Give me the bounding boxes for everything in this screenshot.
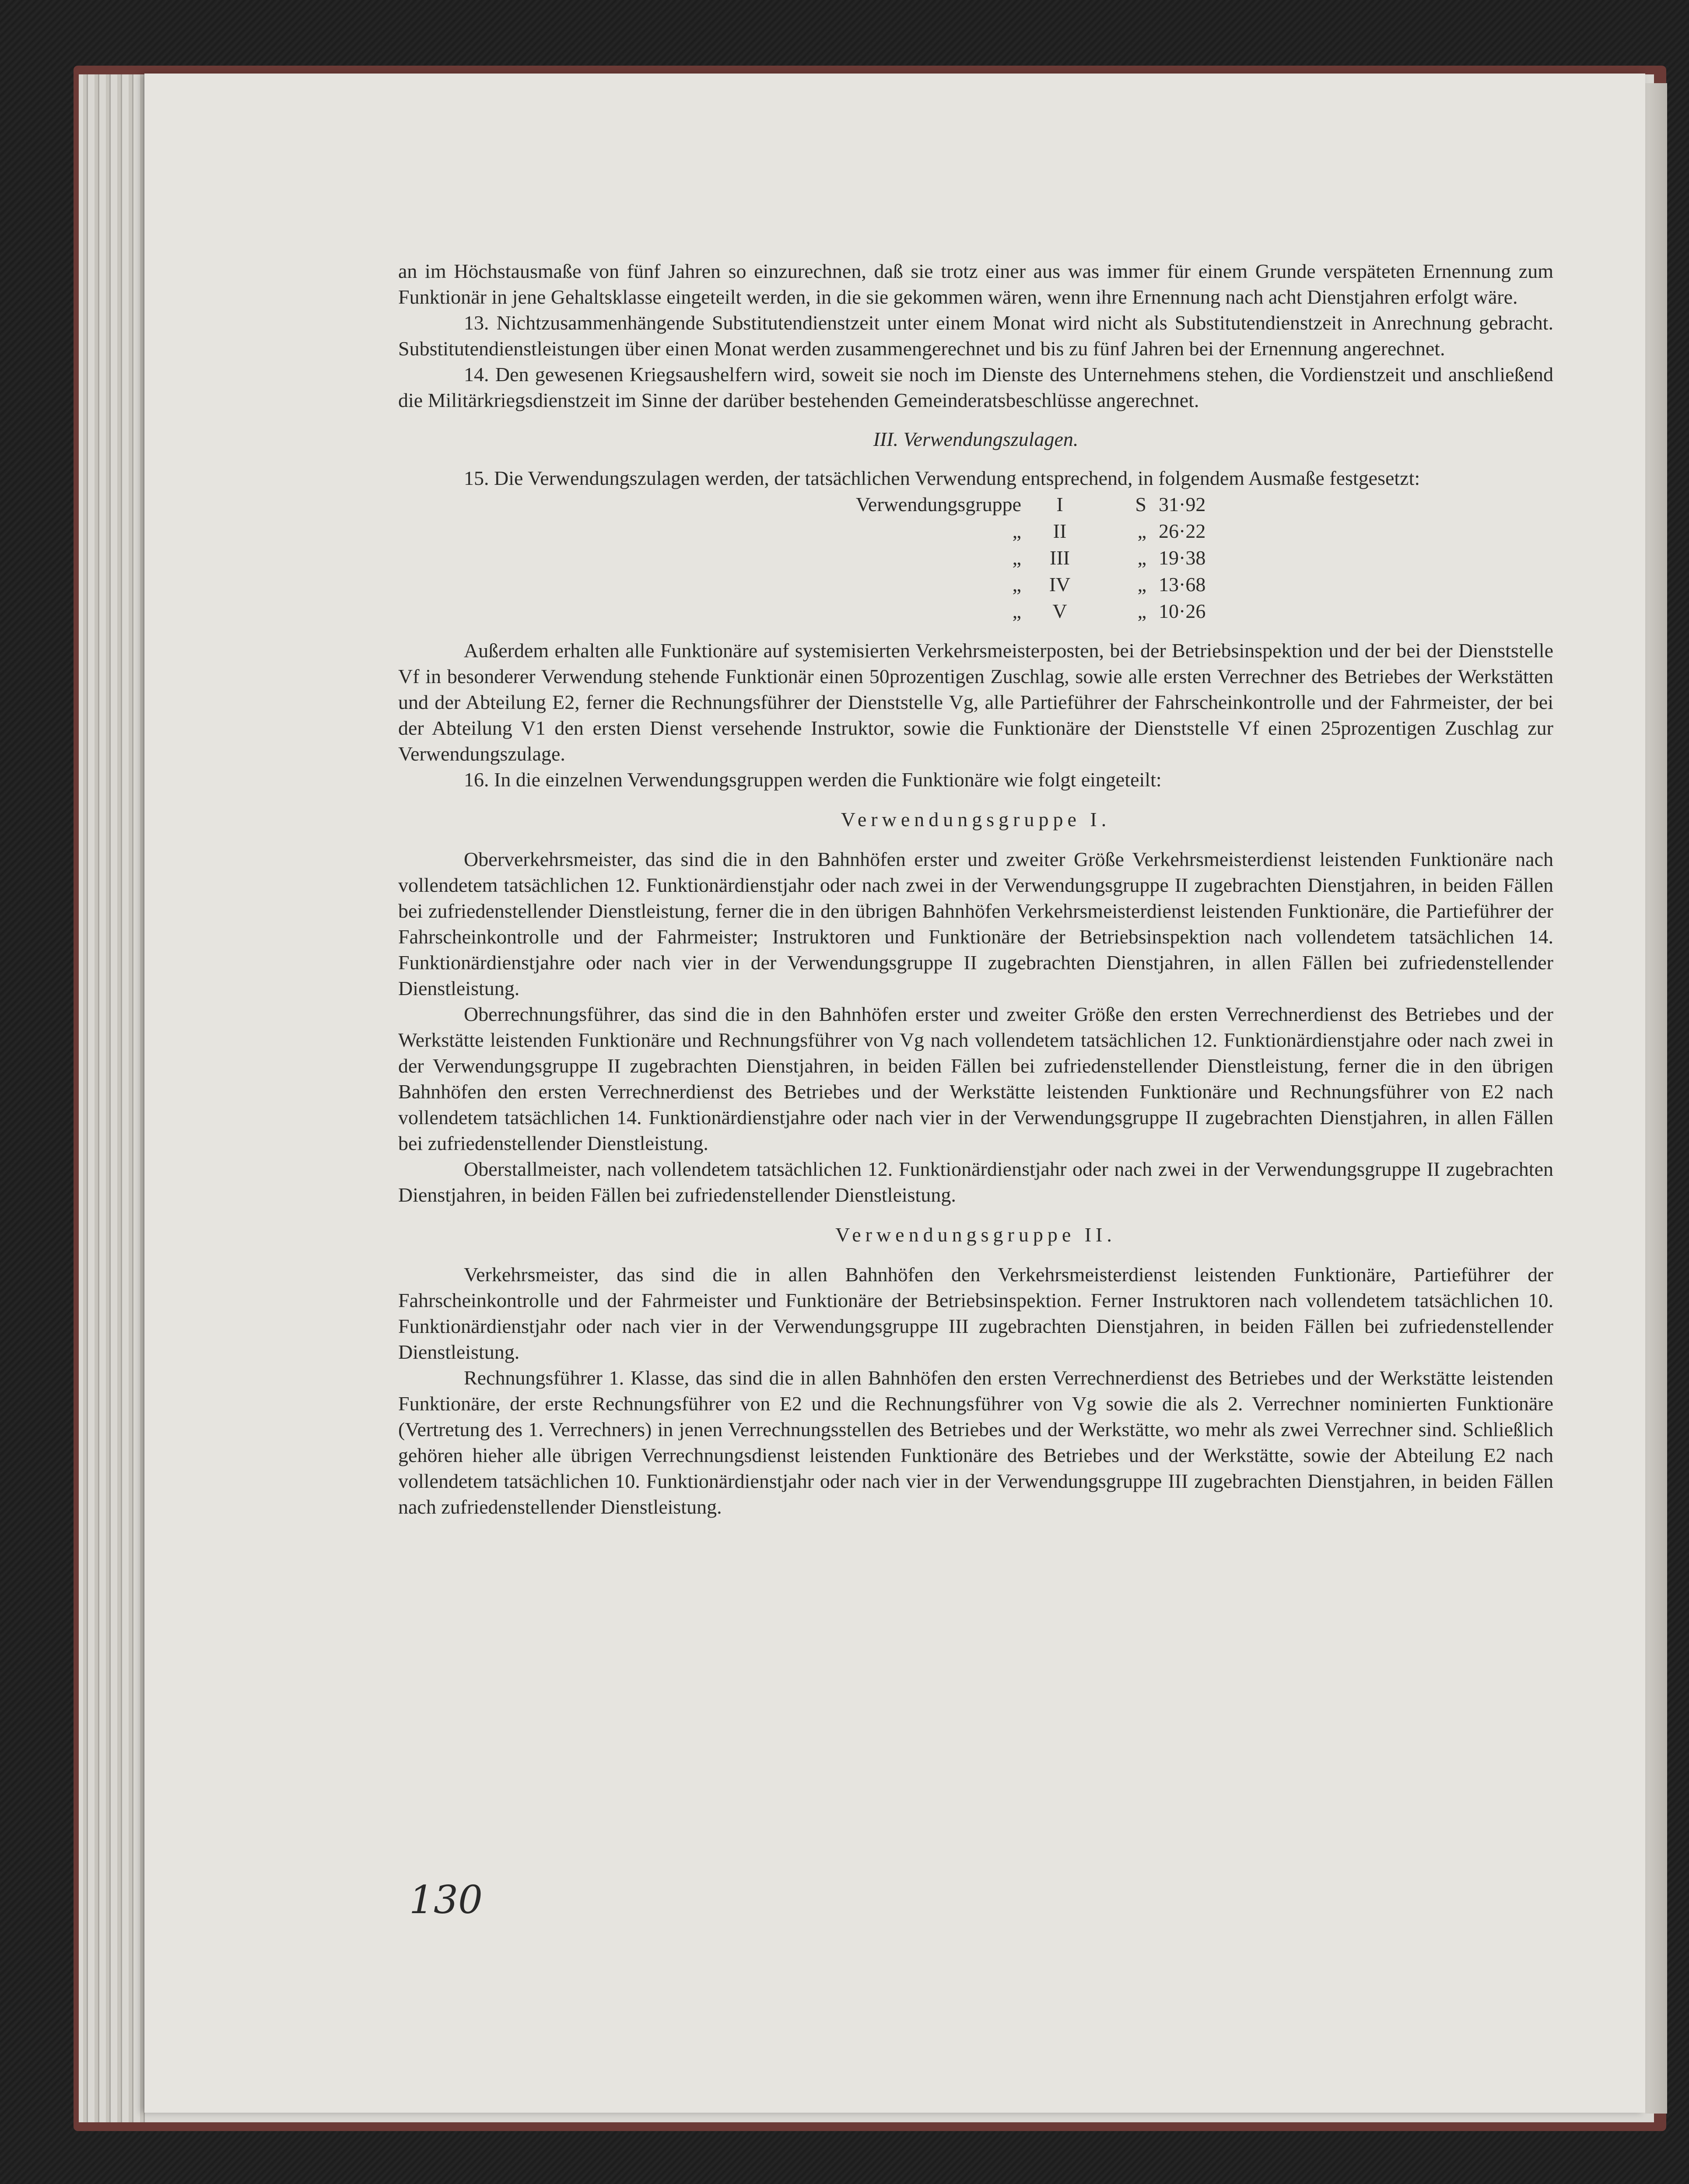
right-page-edge [1645,83,1667,2114]
page-edge [106,74,111,2122]
ditto-mark: „ [1137,547,1146,569]
page-edge [117,74,122,2122]
page-edge [83,74,88,2122]
group-number: V [1052,600,1067,622]
allowance-value: 31·92 [1159,493,1206,515]
currency: S [1135,493,1146,515]
ditto-mark: „ [1137,600,1146,622]
section-heading: III. Verwendungszulagen. [873,428,1079,450]
allowance-table [770,491,1274,624]
paragraph: Außerdem erhalten alle Funktionäre auf systemisierten Verkehrsmeisterposten, bei der Betriebsinspektion und der bei der Dienststelle Vf in besonderer Verwendung stehende Funktionär einen 50prozentigen Zuschlag, sowie alle ersten Verrechner des Betriebes der Werkstätten und der Abteilung E2, ferner die Rechnungsführer der Dienststelle Vg, alle Partieführer der Fahrscheinkontrolle und der Fahrmeister, der bei der Abteilung V1 den ersten Dienst versehende Instruktor, sowie die Funktionäre der Dienststelle Vf einen 25prozentigen Zuschlag zur Verwendungszulage. [398,639,1553,765]
page-number: 130 [409,1877,483,1922]
table-row [770,518,1274,544]
ditto-mark: „ [1137,573,1146,596]
ditto-mark: „ [1012,573,1021,596]
paragraph: 14. Den gewesenen Kriegsaushelfern wird, soweit sie noch im Dienste des Unternehmens stehen, die Vordienstzeit und anschließend die Militärkriegsdienstzeit im Sinne der darüber bestehenden Gemeinderatsbeschlüsse angerechnet. [398,363,1553,411]
paragraph: 15. Die Verwendungszulagen werden, der tatsächlichen Verwendung entsprechend, in folgendem Ausmaße festgesetzt: [464,467,1420,489]
paragraph: 16. In die einzelnen Verwendungsgruppen werden die Funktionäre wie folgt eingeteilt: [464,768,1162,791]
paragraph: Oberrechnungsführer, das sind die in den Bahnhöfen erster und zweiter Größe den ersten Verrechnerdienst des Betriebes und der Werkstätte leistenden Funktionäre und Rechnungsführer von Vg nach vollendetem tatsächlichen 12. Funktionärdienstjahre oder nach zwei in der Verwendungsgruppe II zugebrachten Dienstjahren, in beiden Fällen bei zufriedenstellender Dienstleistung, ferner die in den übrigen Bahnhöfen den ersten Verrechnerdienst des Betriebes und der Werkstätte leistenden Funktionäre und Rechnungsführer von E2 nach vollendetem tatsächlichen 14. Funktionärdienstjahre oder nach vier in der Verwendungsgruppe II zugebrachten Dienstjahren, in allen Fällen bei zufriedenstellender Dienstleistung. [398,1003,1553,1154]
group-number: IV [1049,573,1071,596]
paragraph: Oberstallmeister, nach vollendetem tatsächlichen 12. Funktionärdienstjahr oder nach zwei in der Verwendungsgruppe II zugebrachten Dienstjahren, in beiden Fällen bei zufriedenstellender Dienstleistung. [398,1158,1553,1206]
ditto-mark: „ [1012,547,1021,569]
allowance-value: 13·68 [1159,573,1206,596]
ditto-mark: „ [1012,520,1021,542]
table-row [770,598,1274,624]
paragraph: Oberverkehrsmeister, das sind die in den Bahnhöfen erster und zweiter Größe Verkehrsmeisterdienst leistenden Funktionäre nach vollendetem tatsächlichen 12. Funktionärdienstjahr oder nach zwei in der Verwendungsgruppe II zugebrachten Dienstjahren, in beiden Fällen bei zufriedenstellender Dienstleistung, ferner die in den übrigen Bahnhöfen Verkehrsmeisterdienst leistenden Funktionäre, die Partieführer der Fahrscheinkontrolle und der Fahrmeister; Instruktoren und Funktionäre der Betriebsinspektion nach vollendetem tatsächlichen 14. Funktionärdienstjahre oder nach vier in der Verwendungsgruppe II zugebrachten Dienstjahren, in allen Fällen bei zufriedenstellender Dienstleistung. [398,848,1553,999]
table-row [770,491,1274,518]
paragraph: an im Höchstausmaße von fünf Jahren so einzurechnen, daß sie trotz einer aus was immer für einem Grunde verspäteten Ernennung zum Funktionär in jene Gehaltsklasse eingeteilt werden, in die sie gekommen wären, wenn ihre Ernennung nach acht Dienstjahren erfolgt wäre. [398,260,1553,308]
ditto-mark: „ [1012,600,1021,622]
paragraph: Verkehrsmeister, das sind die in allen Bahnhöfen den Verkehrsmeisterdienst leistenden Funktionäre, Partieführer der Fahrscheinkontrolle und der Fahrmeister und Funktionäre der Betriebsinspektion. Ferner Instruktoren nach vollendetem tatsächlichen 10. Funktionärdienstjahr oder nach vier in der Verwendungsgruppe III zugebrachten Dienstjahren, in beiden Fällen bei zufriedenstellender Dienstleistung. [398,1263,1553,1363]
group-number: III [1050,547,1070,569]
group-heading: Verwendungsgruppe II. [835,1223,1116,1246]
table-row [770,544,1274,571]
group-number: II [1053,520,1067,542]
allowance-value: 26·22 [1159,520,1206,542]
page-text [398,258,1553,1520]
paragraph: Rechnungsführer 1. Klasse, das sind die in allen Bahnhöfen den ersten Verrechnerdienst des Betriebes und der Werkstätte leistenden Funktionäre, der erste Rechnungsführer von E2 und die Rechnungsführer von Vg sowie die als 2. Verrechner nominierten Funktionäre (Vertretung des 1. Verrechners) in jenen Verrechnungsstellen des Betriebes und der Werkstätte, wo mehr als zwei Verrechner sind. Schließlich gehören hieher alle übrigen Verrechnungsdienst leistenden Funktionäre des Betriebes und der Werkstätte, sowie der Abteilung E2 nach vollendetem tatsächlichen 10. Funktionärdienstjahr oder nach vier in der Verwendungsgruppe III zugebrachten Dienstjahren, in beiden Fällen nach zufriedenstellender Dienstleistung. [398,1367,1553,1518]
page-edge [129,74,133,2122]
allowance-value: 19·38 [1159,547,1206,569]
table-row [770,571,1274,598]
allowance-value: 10·26 [1159,600,1206,622]
page-edge [95,74,99,2122]
table-label: Verwendungsgruppe [855,493,1021,515]
group-heading: Verwendungsgruppe I. [841,808,1111,831]
group-number: I [1056,493,1063,515]
paragraph: 13. Nichtzusammenhängende Substitutendienstzeit unter einem Monat wird nicht als Substitutendienstzeit in Anrechnung gebracht. Substitutendienstleistungen über einen Monat werden zusammengerechnet und bis zu fünf Jahren bei der Ernennung angerechnet. [398,312,1553,360]
ditto-mark: „ [1137,520,1146,542]
